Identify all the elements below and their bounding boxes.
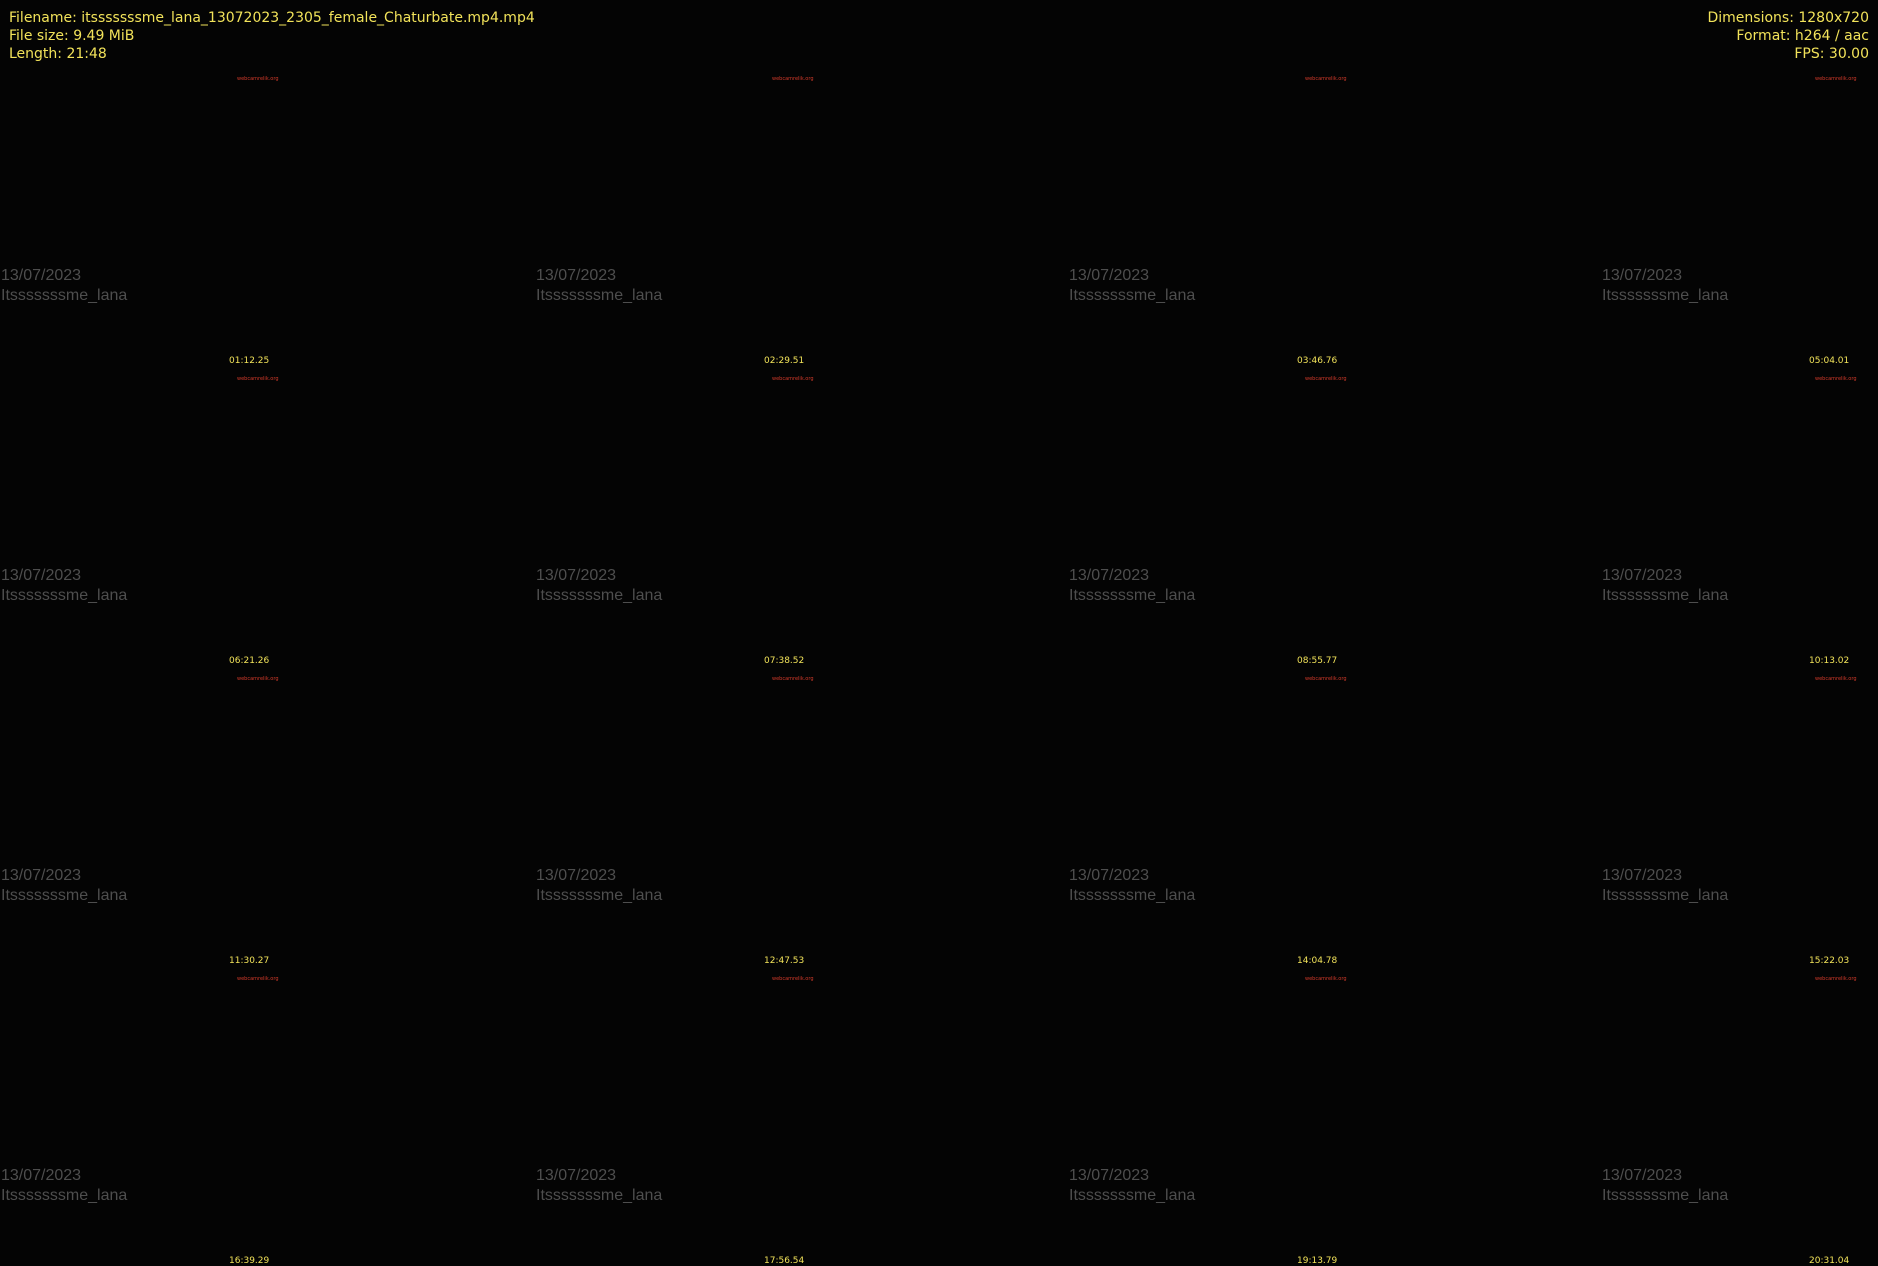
watermark-text: webcamrelik.org — [1305, 976, 1347, 982]
frame-timestamp: 06:21.26 — [229, 656, 270, 666]
overlay-date-text: 13/07/2023 — [1069, 567, 1150, 584]
overlay-username-text: Itsssssssme_lana — [1, 587, 128, 604]
overlay-date-text: 13/07/2023 — [1, 267, 82, 284]
overlay-username-text: Itsssssssme_lana — [536, 1187, 663, 1204]
frame-timestamp: 17:56.54 — [764, 1256, 805, 1266]
video-thumbnail — [535, 0, 815, 366]
overlay-date-text: 13/07/2023 — [1069, 1167, 1150, 1184]
overlay-date-text: 13/07/2023 — [1602, 867, 1683, 884]
filename-text: Filename: itsssssssme_lana_13072023_2305_female_Chaturbate.mp4.mp4 — [9, 10, 535, 26]
frame-timestamp: 12:47.53 — [764, 956, 805, 966]
overlay-username-text: Itsssssssme_lana — [1069, 587, 1196, 604]
watermark-text: webcamrelik.org — [772, 376, 814, 382]
format-text: Format: h264 / aac — [1736, 28, 1869, 44]
video-thumbnail — [1068, 0, 1348, 366]
frame-timestamp: 20:31.04 — [1809, 1256, 1850, 1266]
watermark-text: webcamrelik.org — [237, 76, 279, 82]
overlay-date-text: 13/07/2023 — [1, 867, 82, 884]
watermark-text: webcamrelik.org — [1815, 676, 1857, 682]
frame-timestamp: 08:55.77 — [1297, 656, 1338, 666]
watermark-text: webcamrelik.org — [1305, 376, 1347, 382]
watermark-text: webcamrelik.org — [237, 676, 279, 682]
video-thumbnail — [1601, 900, 1878, 1266]
frame-timestamp: 10:13.02 — [1809, 656, 1850, 666]
overlay-date-text: 13/07/2023 — [1602, 1167, 1683, 1184]
overlay-date-text: 13/07/2023 — [536, 1167, 617, 1184]
frame-timestamp: 01:12.25 — [229, 356, 270, 366]
overlay-username-text: Itsssssssme_lana — [1602, 887, 1729, 904]
overlay-date-text: 13/07/2023 — [536, 567, 617, 584]
overlay-username-text: Itsssssssme_lana — [536, 587, 663, 604]
watermark-text: webcamrelik.org — [237, 376, 279, 382]
overlay-date-text: 13/07/2023 — [1, 567, 82, 584]
watermark-text: webcamrelik.org — [1815, 376, 1857, 382]
frame-timestamp: 11:30.27 — [229, 956, 270, 966]
frame-timestamp: 03:46.76 — [1297, 356, 1338, 366]
overlay-username-text: Itsssssssme_lana — [536, 287, 663, 304]
overlay-username-text: Itsssssssme_lana — [536, 887, 663, 904]
watermark-text: webcamrelik.org — [1815, 976, 1857, 982]
overlay-date-text: 13/07/2023 — [1069, 867, 1150, 884]
overlay-username-text: Itsssssssme_lana — [1602, 587, 1729, 604]
overlay-username-text: Itsssssssme_lana — [1, 1187, 128, 1204]
watermark-text: webcamrelik.org — [1815, 76, 1857, 82]
frame-timestamp: 02:29.51 — [764, 356, 805, 366]
video-thumbnail — [0, 0, 280, 366]
overlay-username-text: Itsssssssme_lana — [1069, 287, 1196, 304]
dimensions-text: Dimensions: 1280x720 — [1707, 10, 1869, 26]
frame-timestamp: 19:13.79 — [1297, 1256, 1338, 1266]
frame-timestamp: 14:04.78 — [1297, 956, 1338, 966]
video-thumbnail — [1068, 300, 1348, 666]
video-thumbnail — [0, 300, 280, 666]
frame-timestamp: 16:39.29 — [229, 1256, 270, 1266]
video-thumbnail — [1068, 600, 1348, 966]
frame-timestamp: 15:22.03 — [1809, 956, 1850, 966]
video-thumbnail — [1601, 600, 1878, 966]
overlay-date-text: 13/07/2023 — [1069, 267, 1150, 284]
video-thumbnail — [1601, 0, 1878, 366]
overlay-username-text: Itsssssssme_lana — [1069, 887, 1196, 904]
overlay-username-text: Itsssssssme_lana — [1602, 1187, 1729, 1204]
overlay-username-text: Itsssssssme_lana — [1, 287, 128, 304]
video-thumbnail — [1601, 300, 1878, 666]
watermark-text: webcamrelik.org — [1305, 76, 1347, 82]
watermark-text: webcamrelik.org — [772, 76, 814, 82]
frame-timestamp: 07:38.52 — [764, 656, 805, 666]
overlay-date-text: 13/07/2023 — [536, 867, 617, 884]
length-text: Length: 21:48 — [9, 46, 107, 62]
overlay-date-text: 13/07/2023 — [1602, 267, 1683, 284]
overlay-username-text: Itsssssssme_lana — [1069, 1187, 1196, 1204]
overlay-username-text: Itsssssssme_lana — [1602, 287, 1729, 304]
overlay-date-text: 13/07/2023 — [1602, 567, 1683, 584]
frame-timestamp: 05:04.01 — [1809, 356, 1850, 366]
overlay-date-text: 13/07/2023 — [536, 267, 617, 284]
video-thumbnail — [535, 300, 815, 666]
video-thumbnail — [0, 900, 280, 1266]
watermark-text: webcamrelik.org — [772, 676, 814, 682]
watermark-text: webcamrelik.org — [772, 976, 814, 982]
video-thumbnail — [1068, 900, 1348, 1266]
watermark-text: webcamrelik.org — [1305, 676, 1347, 682]
watermark-text: webcamrelik.org — [237, 976, 279, 982]
video-thumbnail — [0, 600, 280, 966]
file-size-text: File size: 9.49 MiB — [9, 28, 135, 44]
fps-text: FPS: 30.00 — [1794, 46, 1869, 62]
video-thumbnail — [535, 900, 815, 1266]
video-thumbnail — [535, 600, 815, 966]
overlay-date-text: 13/07/2023 — [1, 1167, 82, 1184]
overlay-username-text: Itsssssssme_lana — [1, 887, 128, 904]
